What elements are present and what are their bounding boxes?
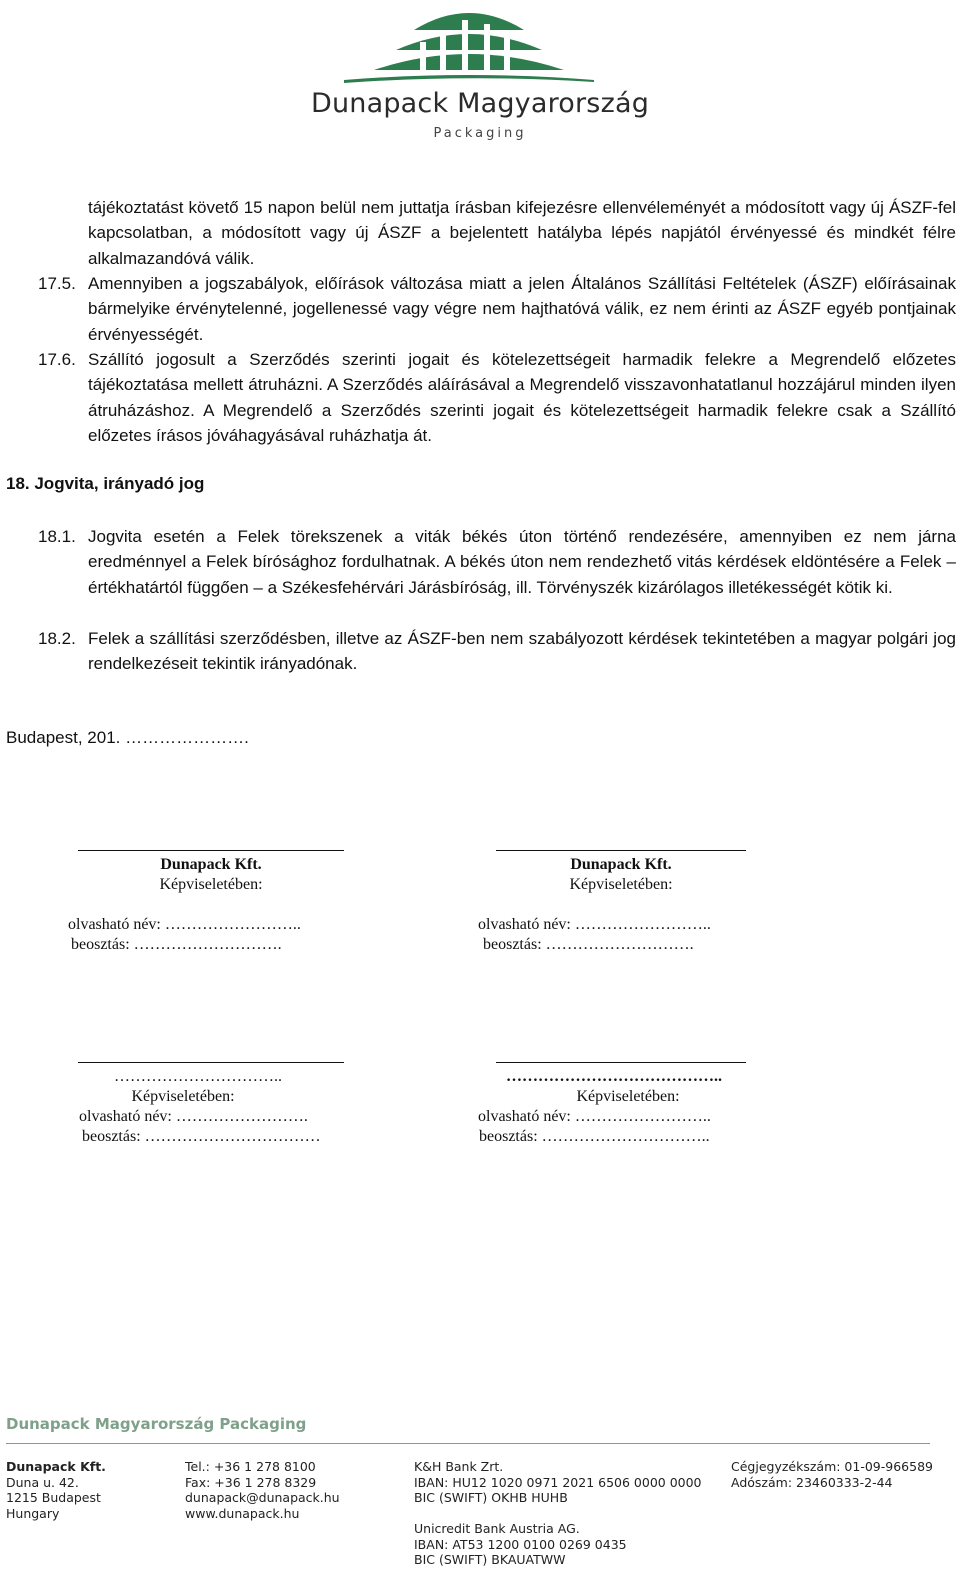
paragraph-17-5 [38, 271, 956, 347]
signature-rep: Képviseletében: [569, 876, 673, 893]
signature-title: beosztás: ………………………. [71, 936, 282, 953]
signature-company: ………………………….. [114, 1068, 282, 1085]
paragraph-text: Amennyiben a jogszabályok, előírások változása miatt a jelen Általános Szállítási Feltételek (ÁSZF) előírásainak bármelyike érvénytelenné, jogellenessé vagy végre nem hajthatóvá válik, ez nem érinti az ÁSZF egyéb pontjainak érvényességét. [88, 274, 956, 344]
signature-company: ………………………………….. [506, 1068, 722, 1085]
paragraph-18-1 [38, 524, 956, 600]
signature-rep: Képviseletében: [576, 1088, 680, 1105]
signature-company: Dunapack Kft. [160, 856, 262, 873]
signature-name: olvasható név: …………………….. [478, 1108, 711, 1125]
signature-rep: Képviseletében: [159, 876, 263, 893]
paragraph-text: Szállító jogosult a Szerződés szerinti jogait és kötelezettségeit harmadik felekre a Megrendelő előzetes tájékoztatása mellett átruházni. A Szerződés aláírásával a Megrendelő visszavonhatatlanul hozzájárul minden ilyen átruházáshoz. A Megrendelő a Szerződés szerinti jogait és kötelezettségeit harmadik felekre csak a Szállító előzetes írásos jóváhagyásával ruházhatja át. [88, 350, 956, 445]
footer-contact: Tel.: +36 1 278 8100 Fax: +36 1 278 8329 dunapack@dunapack.hu www.dunapack.hu [185, 1459, 340, 1521]
signature-title: beosztás: ………………………. [483, 936, 694, 953]
footer-address-lines: Duna u. 42. 1215 Budapest Hungary [6, 1474, 101, 1521]
tree-logo-icon [344, 6, 594, 84]
signature-line [78, 1062, 344, 1063]
signature-name: olvasható név: ……………………. [79, 1108, 308, 1125]
paragraph-18-2 [38, 626, 956, 677]
signature-rep: Képviseletében: [131, 1088, 235, 1105]
paragraph-continuation: tájékoztatást követő 15 napon belül nem juttatja írásban kifejezésre ellenvéleményét a módosított vagy új ÁSZF-fel kapcsolatban, a módosított vagy új ÁSZF a bejelentett hatályba lépés napjától érvényessé és mindkét félre alkalmazandóvá válik. [88, 198, 956, 268]
section-number: 17.6. [38, 350, 76, 369]
footer-divider [6, 1443, 930, 1444]
footer-bank: K&H Bank Zrt. IBAN: HU12 1020 0971 2021 6506 0000 0000 BIC (SWIFT) OKHB HUHB Unicredit Bank Austria AG. IBAN: AT53 1200 0100 0269 0435 BIC (SWIFT) BKAUATWW [414, 1459, 702, 1567]
paragraph-17-6 [38, 347, 956, 448]
signature-line [496, 1062, 746, 1063]
signature-title: beosztás: ………………………….. [479, 1128, 710, 1145]
footer-address [6, 1459, 106, 1521]
signature-title: beosztás: …………………………… [82, 1128, 321, 1145]
paragraph-text: Jogvita esetén a Felek törekszenek a viták békés úton történő rendezésére, amennyiben ez nem járna eredménnyel a Felek bírósághoz fordulhatnak. A békés úton nem rendezhető vitás kérdések eldöntésére a Felek – értékhatártól függően – a Székesfehérvári Járásbíróság, ill. Törvényszék kizárólagos illetékességét kötik ki. [88, 527, 956, 597]
signature-line [78, 850, 344, 851]
brand-subtitle: Packaging [433, 126, 527, 141]
section-number: 18.1. [38, 527, 76, 546]
footer-company: Dunapack Kft. [6, 1459, 106, 1474]
footer-title: Dunapack Magyarország Packaging [6, 1415, 307, 1433]
signature-line [496, 850, 746, 851]
signature-company: Dunapack Kft. [570, 856, 672, 873]
place-date: Budapest, 201. …………………. [6, 728, 249, 747]
section-number: 17.5. [38, 274, 76, 293]
section-heading-18: 18. Jogvita, irányadó jog [6, 474, 205, 493]
header-logo [0, 0, 960, 160]
section-number: 18.2. [38, 629, 76, 648]
signature-name: olvasható név: …………………….. [478, 916, 711, 933]
signature-name: olvasható név: …………………….. [68, 916, 301, 933]
footer-registry: Cégjegyzékszám: 01-09-966589 Adószám: 23460333-2-44 [731, 1459, 933, 1490]
paragraph-text: Felek a szállítási szerződésben, illetve az ÁSZF-ben nem szabályozott kérdések tekintetében a magyar polgári jog rendelkezéseit tekintik irányadónak. [88, 629, 956, 674]
brand-name: Dunapack Magyarország [310, 88, 650, 119]
